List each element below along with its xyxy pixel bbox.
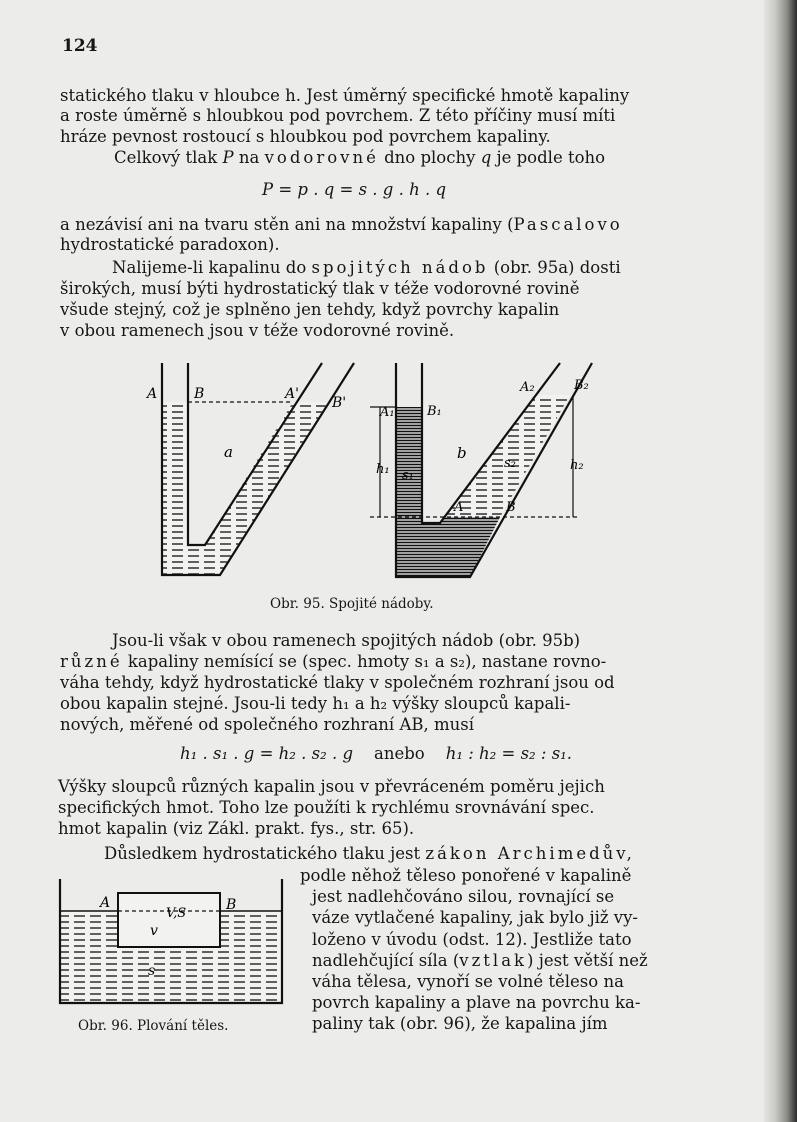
label-A2: A₂ xyxy=(520,380,535,395)
figure-95-connected-vessels xyxy=(140,355,600,590)
para2-line1: Celkový tlak P na vodorovné dno plochy q je podle toho xyxy=(114,148,606,167)
label-B2: B₂ xyxy=(574,378,589,393)
label-s: s xyxy=(148,963,156,979)
label-VS: V,S xyxy=(166,906,187,921)
figure-96-floating-body xyxy=(58,877,284,1007)
para3-line1: a nezávisí ani na tvaru stěn ani na množství kapaliny (Pascalovo xyxy=(60,215,623,234)
label-A-interface: A xyxy=(454,500,464,515)
para1-line3: hráze pevnost rostoucí s hloubkou pod povrchem kapaliny. xyxy=(60,127,551,146)
label-s1: s₁ xyxy=(402,468,414,483)
para7-line4: váze vytlačené kapaliny, jak bylo již vy- xyxy=(312,908,639,927)
label-s2: s₂ xyxy=(504,456,516,471)
para7-line5: loženo v úvodu (odst. 12). Jestliže tato xyxy=(312,930,632,949)
para7-line1: Důsledkem hydrostatického tlaku jest zákon Archimedův, xyxy=(104,844,635,863)
formula-ratio: h₁ . s₁ . g = h₂ . s₂ . g anebo h₁ : h₂ = s₂ : s₁. xyxy=(180,744,573,763)
label-h1: h₁ xyxy=(376,462,390,477)
label-B-prime: B' xyxy=(332,395,347,411)
para5-line2: různé kapaliny nemísící se (spec. hmoty s₁ a s₂), nastane rovno- xyxy=(60,652,607,671)
formula-pressure: P = p . q = s . g . h . q xyxy=(262,180,447,199)
label-B: B xyxy=(226,897,237,913)
label-B-interface: B xyxy=(506,500,516,515)
para4-line4: v obou ramenech jsou v téže vodorovné rovině. xyxy=(60,321,455,340)
para7-line8: povrch kapaliny a plave na povrchu ka- xyxy=(312,993,641,1012)
para5-line4: obou kapalin stejné. Jsou-li tedy h₁ a h₂ výšky sloupců kapali- xyxy=(60,694,571,713)
para1-line1: statického tlaku v hloubce h. Jest úměrný specifické hmotě kapaliny xyxy=(60,86,630,105)
para7-line7: váha tělesa, vynoří se volné těleso na xyxy=(312,972,624,991)
figure-95-caption: Obr. 95. Spojité nádoby. xyxy=(270,596,434,612)
para7-line9: paliny tak (obr. 96), že kapalina jím xyxy=(312,1014,608,1033)
para5-line1: Jsou-li však v obou ramenech spojitých nádob (obr. 95b) xyxy=(112,631,581,650)
vessel-b-bottom-liquid xyxy=(396,517,500,577)
label-a: a xyxy=(224,443,233,461)
vessel-b-heavy-liquid xyxy=(396,407,422,517)
label-v: v xyxy=(150,923,158,939)
para4-line1: Nalijeme-li kapalinu do spojitých nádob (obr. 95a) dosti xyxy=(112,258,621,277)
label-b: b xyxy=(457,444,467,462)
para5-line3: váha tehdy, když hydrostatické tlaky v společném rozhraní jsou od xyxy=(60,673,615,692)
para6-line2: specifických hmot. Toho lze použíti k rychlému srovnávání spec. xyxy=(58,798,595,817)
figure-96-caption: Obr. 96. Plování těles. xyxy=(78,1018,229,1034)
page-number: 124 xyxy=(62,36,98,56)
para3-line2: hydrostatické paradoxon). xyxy=(60,235,280,254)
para6-line1: Výšky sloupců různých kapalin jsou v převráceném poměru jejich xyxy=(58,777,605,796)
para7-line3: jest nadlehčováno silou, rovnající se xyxy=(312,887,615,906)
para6-line3: hmot kapalin (viz Zákl. prakt. fys., str. 65). xyxy=(58,819,415,838)
label-A: A xyxy=(100,895,111,911)
label-A1: A₁ xyxy=(380,405,395,420)
book-binding-shadow xyxy=(764,0,797,1122)
label-B1: B₁ xyxy=(427,404,442,419)
para4-line3: všude stejný, což je splněno jen tehdy, když povrchy kapalin xyxy=(60,300,560,319)
label-A-prime: A' xyxy=(285,386,299,402)
label-h2: h₂ xyxy=(570,458,584,473)
vessel-a-liquid xyxy=(162,402,328,575)
para5-line5: nových, měřené od společného rozhraní AB, musí xyxy=(60,715,475,734)
para4-line2: širokých, musí býti hydrostatický tlak v téže vodorovné rovině xyxy=(60,279,580,298)
para7-line6: nadlehčující síla (vztlak) jest větší než xyxy=(312,951,648,970)
label-A: A xyxy=(147,386,158,402)
para1-line2: a roste úměrně s hloubkou pod povrchem. Z této příčiny musí míti xyxy=(60,106,616,125)
para7-line2: podle něhož těleso ponořené v kapalině xyxy=(300,866,632,885)
label-B: B xyxy=(194,386,205,402)
